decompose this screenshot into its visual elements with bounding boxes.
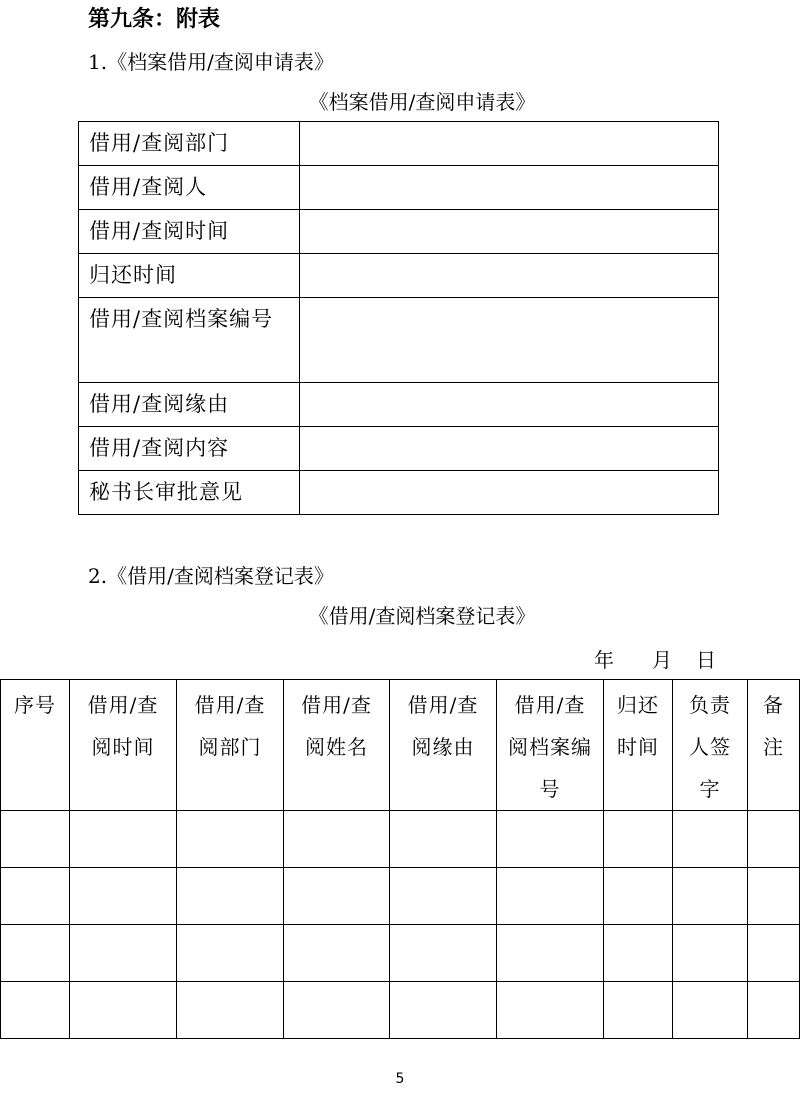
table-cell [177,811,284,868]
section1-title: 1.《档案借用/查阅申请表》 [88,50,334,74]
table-row [1,982,800,1039]
table-cell [70,982,177,1039]
form-label: 归还时间 [79,254,300,298]
form-label: 秘书长审批意见 [79,471,300,515]
table-cell [604,982,673,1039]
table-cell [1,811,70,868]
section2-table-caption: 《借用/查阅档案登记表》 [308,604,536,628]
form-value [300,122,719,166]
table-cell [284,925,390,982]
table-row [1,868,800,925]
form-value [300,471,719,515]
section2-title: 2.《借用/查阅档案登记表》 [88,564,334,588]
header-archive-number: 借用/查阅档案编号 [497,680,604,811]
form-value [300,210,719,254]
form-row-approval [79,471,719,515]
header-remarks: 备注 [748,680,800,811]
form-value [300,254,719,298]
article-heading: 第九条：附表 [88,7,221,32]
form-label: 借用/查阅缘由 [79,383,300,427]
form-label: 借用/查阅档案编号 [79,298,300,383]
form-row-reason [79,383,719,427]
table-cell [748,982,800,1039]
table-cell [390,811,497,868]
table-cell [604,925,673,982]
table-cell [177,982,284,1039]
form-value [300,298,719,383]
header-signature: 负责人签字 [673,680,748,811]
application-form-table [78,121,719,515]
table-cell [673,982,748,1039]
form-value [300,383,719,427]
date-year: 年 [594,648,614,672]
header-department: 借用/查阅部门 [177,680,284,811]
table-cell [390,925,497,982]
table-cell [70,868,177,925]
table-cell [497,811,604,868]
table-cell [497,868,604,925]
table-cell [1,925,70,982]
form-label: 借用/查阅内容 [79,427,300,471]
section1-table-caption: 《档案借用/查阅申请表》 [308,90,536,114]
form-label: 借用/查阅人 [79,166,300,210]
table-cell [673,868,748,925]
table-cell [70,811,177,868]
header-name: 借用/查阅姓名 [284,680,390,811]
table-cell [390,868,497,925]
table-cell [673,925,748,982]
table-cell [748,925,800,982]
header-return-time: 归还时间 [604,680,673,811]
table-cell [497,925,604,982]
header-serial-number: 序号 [1,680,70,811]
table-cell [177,925,284,982]
table-cell [284,982,390,1039]
table-cell [604,868,673,925]
table-cell [284,868,390,925]
form-label: 借用/查阅时间 [79,210,300,254]
form-row-return-time [79,254,719,298]
form-row-archive-number [79,298,719,383]
table-cell [390,982,497,1039]
registration-table [0,679,800,1039]
date-day: 日 [696,648,716,672]
date-line [594,644,716,676]
form-row-time [79,210,719,254]
table-cell [70,925,177,982]
table-cell [284,811,390,868]
table-header-row [1,680,800,811]
table-cell [748,811,800,868]
form-value [300,427,719,471]
form-value [300,166,719,210]
table-cell [673,811,748,868]
table-cell [1,982,70,1039]
table-cell [604,811,673,868]
header-reason: 借用/查阅缘由 [390,680,497,811]
page-number: 5 [395,1071,405,1087]
table-row [1,811,800,868]
form-row-department [79,122,719,166]
form-row-person [79,166,719,210]
date-month: 月 [652,648,672,672]
header-borrow-time: 借用/查阅时间 [70,680,177,811]
table-row [1,925,800,982]
table-cell [1,868,70,925]
table-cell [748,868,800,925]
table-cell [497,982,604,1039]
form-row-content [79,427,719,471]
form-label: 借用/查阅部门 [79,122,300,166]
table-cell [177,868,284,925]
